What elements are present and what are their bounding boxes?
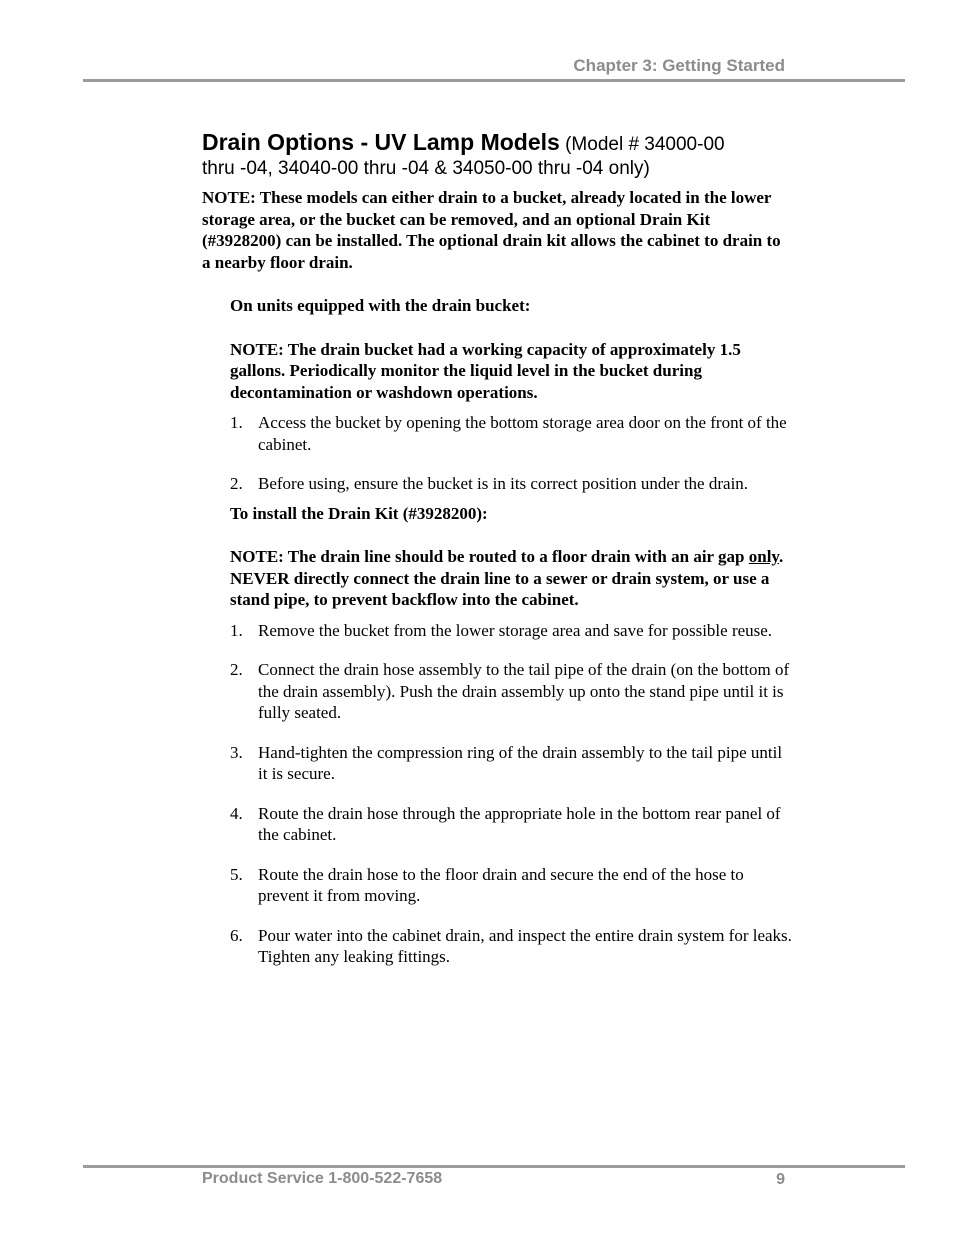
section-title-models-1: (Model # 34000-00 [565, 134, 725, 155]
page-number: 9 [776, 1171, 785, 1188]
list-item [230, 864, 792, 907]
step-number: 2. [230, 474, 243, 493]
list-item [230, 803, 792, 846]
step-text: Hand-tighten the compression ring of the drain assembly to the tail pipe until it is secure. [258, 742, 783, 783]
page-content [202, 130, 792, 968]
kit-steps [230, 620, 792, 968]
section-title-main: Drain Options - UV Lamp Models [202, 129, 560, 155]
step-text: Route the drain hose through the appropriate hole in the bottom rear panel of the cabinet. [258, 803, 781, 844]
bucket-note: NOTE: The drain bucket had a working capacity of approximately 1.5 gallons. Periodically monitor the liquid level in the bucket during decontamination or washdown operations. [230, 339, 741, 402]
step-text: Before using, ensure the bucket is in its correct position under the drain. [258, 474, 749, 493]
step-text: Remove the bucket from the lower storage area and save for possible reuse. [258, 620, 773, 640]
step-number: 1. [230, 620, 243, 640]
step-number: 3. [230, 742, 243, 762]
section-title-models-2: thru -04, 34040-00 thru -04 & 34050-00 thru -04 only) [202, 158, 650, 179]
kit-note [230, 546, 792, 611]
step-text: Route the drain hose to the floor drain and secure the end of the hose to prevent it from moving. [258, 864, 744, 905]
kit-note-part2: . NEVER directly connect the drain line to a sewer or drain system, or use a stand pipe, to prevent backflow into the cabinet. [230, 547, 784, 609]
bucket-steps [230, 412, 792, 495]
list-item [230, 925, 792, 968]
step-text: Connect the drain hose assembly to the tail pipe of the drain (on the bottom of the drain assembly). Push the drain assembly up onto the stand pipe until it is fully seated. [258, 660, 790, 722]
header-rule [83, 79, 905, 82]
footer-rule [83, 1165, 905, 1168]
kit-block [230, 503, 792, 611]
step-number: 1. [230, 413, 243, 432]
bucket-heading: On units equipped with the drain bucket: [230, 296, 531, 315]
list-item [230, 620, 792, 642]
chapter-header: Chapter 3: Getting Started [573, 56, 785, 75]
step-number: 4. [230, 803, 243, 823]
step-number: 6. [230, 925, 243, 945]
footer-service: Product Service 1-800-522-7658 [202, 1170, 443, 1187]
list-item [230, 659, 792, 724]
kit-note-underlined: only [748, 547, 779, 566]
list-item [230, 742, 792, 785]
list-item [230, 412, 792, 455]
step-number: 2. [230, 660, 243, 679]
step-text: Pour water into the cabinet drain, and inspect the entire drain system for leaks. Tighten any leaking fittings. [258, 925, 792, 966]
bucket-block [230, 295, 792, 403]
step-text: Access the bucket by opening the bottom storage area door on the front of the cabinet. [258, 413, 787, 454]
kit-note-part1: NOTE: The drain line should be routed to a floor drain with an air gap [230, 547, 749, 566]
section-note: NOTE: These models can either drain to a bucket, already located in the lower storage area, or the bucket can be removed, and an optional Drain Kit (#3928200) can be installed. The optional drain kit allows the cabinet to drain to a nearby floor drain. [202, 188, 781, 272]
kit-heading: To install the Drain Kit (#3928200): [230, 503, 488, 523]
list-item [230, 473, 792, 495]
step-number: 5. [230, 864, 243, 884]
section-title [202, 130, 792, 181]
